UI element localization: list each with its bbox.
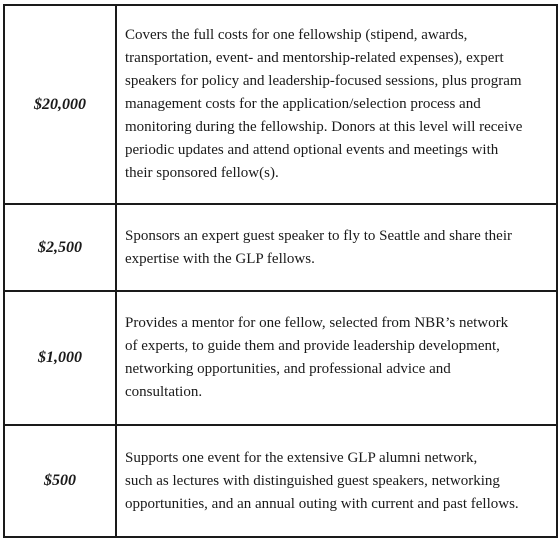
- tier-description: Provides a mentor for one fellow, selected from NBR’s network of experts, to guide them and provide leadership development, networking opportunities, and professional advice and consultation.: [116, 291, 557, 425]
- tier-amount: $500: [4, 425, 116, 537]
- table-row: [4, 291, 557, 425]
- tier-description: Covers the full costs for one fellowship (stipend, awards, transportation, event- and mentorship-related expenses), expert speakers for policy and leadership-focused sessions, plus program management costs for the application/selection process and monitoring during the fellowship. Donors at this level will receive periodic updates and attend optional events and meetings with their sponsored fellow(s).: [116, 5, 557, 204]
- table-row: [4, 5, 557, 204]
- tier-amount: $20,000: [4, 5, 116, 204]
- tier-description: Supports one event for the extensive GLP alumni network, such as lectures with distinguished guest speakers, networking opportunities, and an annual outing with current and past fellows.: [116, 425, 557, 537]
- tier-amount: $1,000: [4, 291, 116, 425]
- sponsorship-tiers-table: [3, 4, 558, 538]
- table-row: [4, 204, 557, 291]
- table-row: [4, 425, 557, 537]
- tier-amount: $2,500: [4, 204, 116, 291]
- tier-description: Sponsors an expert guest speaker to fly to Seattle and share their expertise with the GLP fellows.: [116, 204, 557, 291]
